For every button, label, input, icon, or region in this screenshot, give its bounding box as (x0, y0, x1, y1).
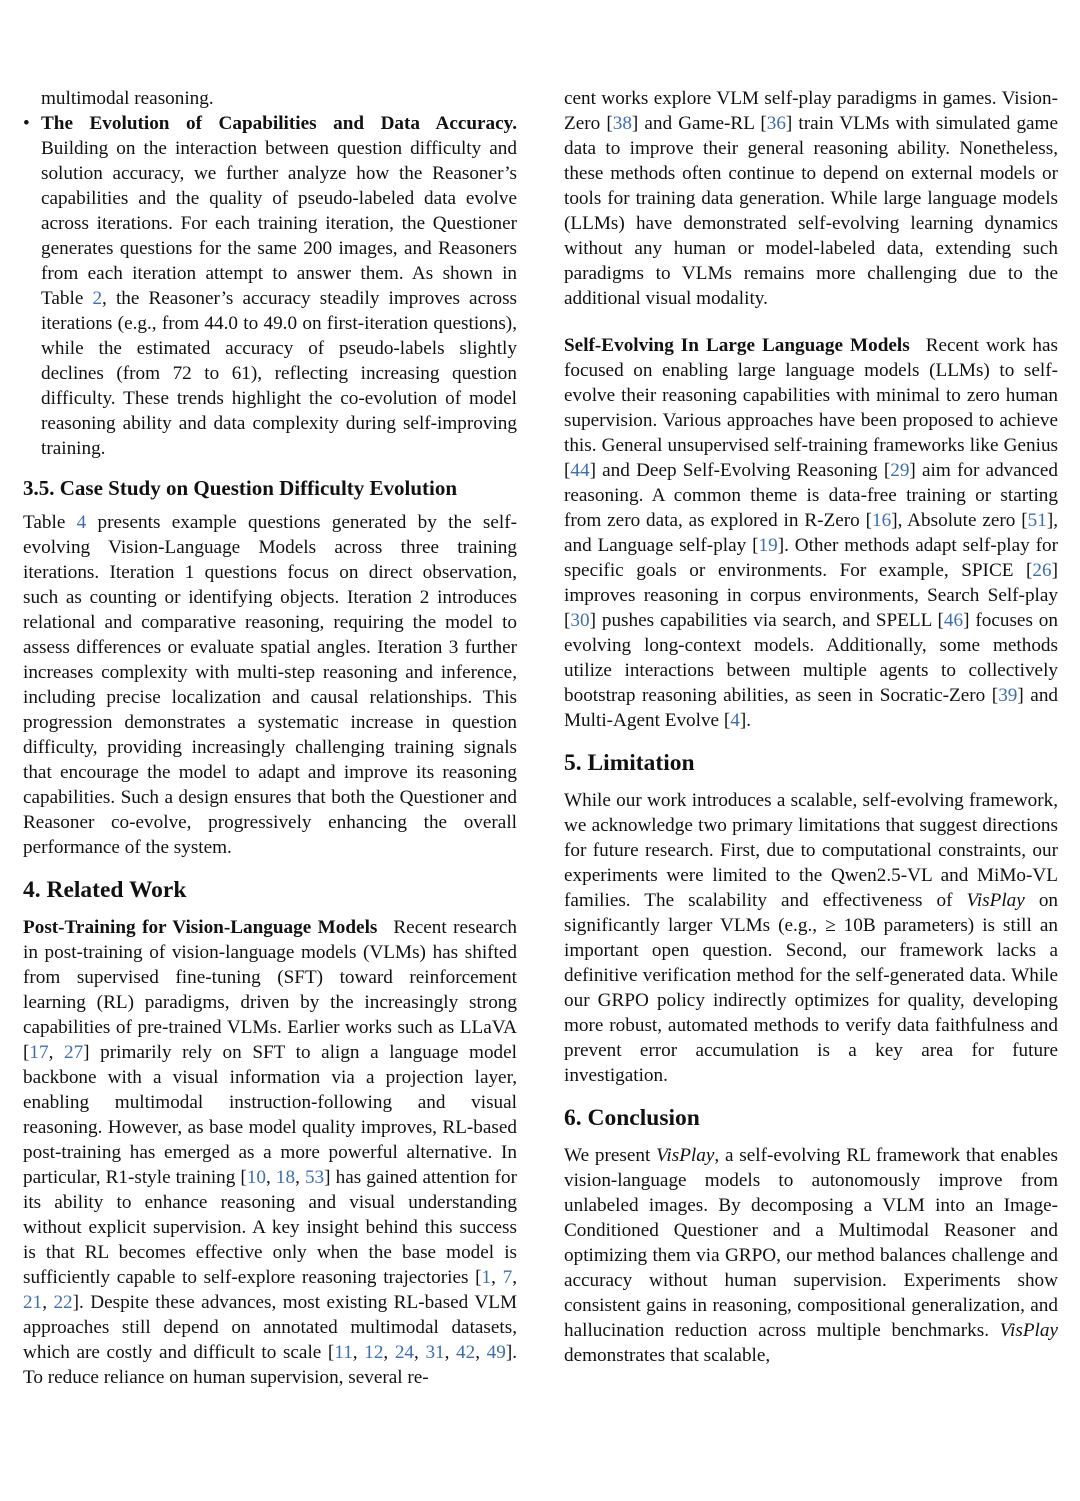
text: ], Absolute zero [ (891, 510, 1028, 531)
citation-link[interactable]: 24 (394, 1342, 415, 1363)
separator: , (512, 1267, 518, 1288)
citation-link[interactable]: 10 (246, 1167, 267, 1188)
text: Recent research in post-training of vision-language models (VLMs) has shifted from supervised fine-tuning (SFT) toward reinforcement learning (RL) paradigms, driven by the increasingly strong capabilities of pre-trained VLMs. Earlier works such as LLaVA [ (23, 917, 517, 1063)
paragraph-limitation (564, 788, 1058, 1088)
citation-link[interactable]: 21 (23, 1292, 43, 1313)
paragraph-post-training (23, 915, 517, 1390)
separator: , (491, 1267, 503, 1288)
citation-link[interactable]: 38 (612, 113, 632, 134)
table-ref-link[interactable]: 2 (92, 288, 103, 309)
text: ] and Deep Self-Evolving Reasoning [ (589, 460, 891, 481)
bullet-body (41, 111, 517, 461)
text: presents example questions generated by the self-evolving Vision-Language Models across three training iterations. Iteration 1 questions focus on direct observation, such as counting or identifying objects. Iteration 2 introduces relational and comparative reasoning, requiring the model to assess differences or evaluate spatial angles. Iteration 3 further increases complexity with multi-step reasoning and inference, including precise localization and causal relationships. This progression demonstrates a systematic increase in question difficulty, providing increasingly challenging training signals that encourage the model to adapt and improve its reasoning capabilities. Such a design ensures that both the Questioner and Reasoner co-evolve, progressively enhancing the overall performance of the system. (23, 512, 517, 858)
citation-link[interactable]: 27 (63, 1042, 84, 1063)
text: ] train VLMs with simulated game data to improve their general reasoning ability. Nonetheless, these methods often continue to depend on external models or tools for training data generation. While large language models (LLMs) have demonstrated self-evolving learning dynamics without any human or model-labeled data, extending such paradigms to VLMs remains more challenging due to the additional visual modality. (564, 113, 1058, 309)
text: ] improves reasoning in corpus environments, Search Self-play [ (564, 560, 1058, 631)
citation-link[interactable]: 49 (486, 1342, 506, 1363)
separator: , (475, 1342, 487, 1363)
text: demonstrates that scalable, (564, 1345, 771, 1366)
text: cent works explore VLM self-play paradigms in games. Vision-Zero [ (564, 88, 1058, 134)
citation-link[interactable]: 17 (29, 1042, 49, 1063)
text: ]. (739, 710, 752, 731)
separator: , (48, 1042, 64, 1063)
text: ], and Language self-play [ (564, 510, 1058, 556)
section-heading-3-5: 3.5. Case Study on Question Difficulty Evolution (23, 476, 458, 500)
text: ] and Game-RL [ (631, 113, 767, 134)
section-heading-4: 4. Related Work (23, 877, 187, 903)
separator: , (352, 1342, 365, 1363)
method-name: VisPlay (999, 1320, 1058, 1341)
separator: , (444, 1342, 457, 1363)
text: , the Reasoner’s accuracy steadily improves across iterations (e.g., from 44.0 to 49.0 on first-iteration questions), while the estimated accuracy of pseudo-labels slightly declines (from 72 to 61), reflecting increasing question difficulty. These trends highlight the co-evolution of model reasoning ability and data complexity during self-improving training. (41, 288, 517, 459)
paragraph-gap (564, 311, 1058, 333)
text: Building on the interaction between question difficulty and solution accuracy, we further analyze how the Reasoner’s capabilities and the quality of pseudo-labeled data evolve across iterations. For each training iteration, the Questioner generates questions for the same 200 images, and Reasoners from each iteration attempt to answer them. As shown in Table (41, 138, 517, 309)
citation-link[interactable]: 46 (943, 610, 964, 631)
separator: , (295, 1167, 305, 1188)
text: While our work introduces a scalable, self-evolving framework, we acknowledge two primary limitations that suggest directions for future research. First, due to computational constraints, our experiments were limited to the Qwen2.5-VL and MiMo-VL families. The scalability and effectiveness of (564, 790, 1058, 911)
paragraph-self-evolving-llm (564, 333, 1058, 733)
text: Table (23, 512, 77, 533)
right-column (564, 86, 1058, 1368)
text: ]. Despite these advances, most existing RL-based VLM approaches still depend on annotated multimodal datasets, which are costly and difficult to scale [ (23, 1292, 518, 1363)
citation-link[interactable]: 7 (502, 1267, 513, 1288)
separator: , (266, 1167, 276, 1188)
citation-link[interactable]: 1 (481, 1267, 492, 1288)
section-heading-5: 5. Limitation (564, 750, 695, 776)
separator: , (383, 1342, 395, 1363)
citation-link[interactable]: 18 (275, 1167, 296, 1188)
text: ] pushes capabilities via search, and SPELL [ (589, 610, 944, 631)
paragraph-conclusion (564, 1143, 1058, 1368)
left-column (23, 86, 517, 1390)
bullet-marker: • (23, 113, 30, 134)
citation-link[interactable]: 19 (758, 535, 778, 556)
text: ]. Other methods adapt self-play for specific goals or environments. For example, SPICE [ (564, 535, 1058, 581)
citation-link[interactable]: 11 (334, 1342, 353, 1363)
method-name: VisPlay (656, 1145, 715, 1166)
paragraph-heading: Post-Training for Vision-Language Models (23, 917, 378, 938)
separator: , (42, 1292, 54, 1313)
text: We present (564, 1145, 657, 1166)
citation-link[interactable]: 22 (53, 1292, 73, 1313)
citation-link[interactable]: 4 (730, 710, 740, 731)
section-heading-6: 6. Conclusion (564, 1105, 700, 1131)
text: ] has gained attention for its ability to enhance reasoning and visual understanding without explicit supervision. A key insight behind this success is that RL becomes effective only when the base model is sufficiently capable to self-explore reasoning trajectories [ (23, 1167, 518, 1288)
citation-link[interactable]: 53 (304, 1167, 325, 1188)
citation-link[interactable]: 42 (456, 1342, 476, 1363)
method-name: VisPlay (966, 890, 1025, 911)
paragraph-continuation (564, 86, 1058, 311)
separator: , (414, 1342, 426, 1363)
text: ] aim for advanced reasoning. A common theme is data-free training or starting from zero data, as explored in R-Zero [ (564, 460, 1058, 531)
bullet-heading: The Evolution of Capabilities and Data Accuracy. (41, 113, 517, 134)
bullet-item (23, 111, 517, 461)
text: ] primarily rely on SFT to align a language model backbone with a visual information via a projection layer, enabling multimodal instruction-following and visual reasoning. However, as base model quality improves, RL-based post-training has emerged as a more powerful alternative. In particular, R1-style training [ (23, 1042, 518, 1188)
citation-link[interactable]: 29 (890, 460, 910, 481)
text: ]. To reduce reliance on human supervision, several re- (23, 1342, 518, 1388)
citation-link[interactable]: 31 (425, 1342, 445, 1363)
citation-link[interactable]: 16 (872, 510, 892, 531)
citation-link[interactable]: 12 (364, 1342, 384, 1363)
paragraph-heading: Self-Evolving In Large Language Models (564, 335, 910, 356)
citation-link[interactable]: 44 (570, 460, 590, 481)
citation-link[interactable]: 39 (998, 685, 1018, 706)
citation-link[interactable]: 51 (1027, 510, 1047, 531)
text: ] focuses on evolving long-context models. Additionally, some methods utilize interactions between multiple agents to collectively bootstrap reasoning abilities, as seen in Socratic-Zero [ (564, 610, 1058, 706)
citation-link[interactable]: 36 (766, 113, 786, 134)
text: Recent work has focused on enabling large language models (LLMs) to self-evolve their reasoning capabilities with minimal to zero human supervision. Various approaches have been proposed to achieve this. General unsupervised self-training frameworks like Genius [ (564, 335, 1058, 481)
citation-link[interactable]: 30 (570, 610, 590, 631)
text: on significantly larger VLMs (e.g., ≥ 10B parameters) is still an important open question. Second, our framework lacks a definitive verification method for the self-generated data. While our GRPO policy indirectly optimizes for quality, developing more robust, automated methods to verify data faithfulness and prevent error accumulation is a key area for future investigation. (564, 890, 1058, 1086)
paragraph-continuation: multimodal reasoning. (41, 88, 214, 109)
paragraph-case-study (23, 510, 517, 860)
citation-link[interactable]: 26 (1032, 560, 1052, 581)
text: ] and Multi-Agent Evolve [ (564, 685, 1059, 731)
text: , a self-evolving RL framework that enables vision-language models to autonomously improve from unlabeled images. By decomposing a VLM into an Image-Conditioned Questioner and a Multimodal Reasoner and optimizing them via GRPO, our method balances challenge and accuracy without human supervision. Experiments show consistent gains in reasoning, compositional generalization, and hallucination reduction across multiple benchmarks. (564, 1145, 1059, 1341)
table-ref-link[interactable]: 4 (76, 512, 87, 533)
